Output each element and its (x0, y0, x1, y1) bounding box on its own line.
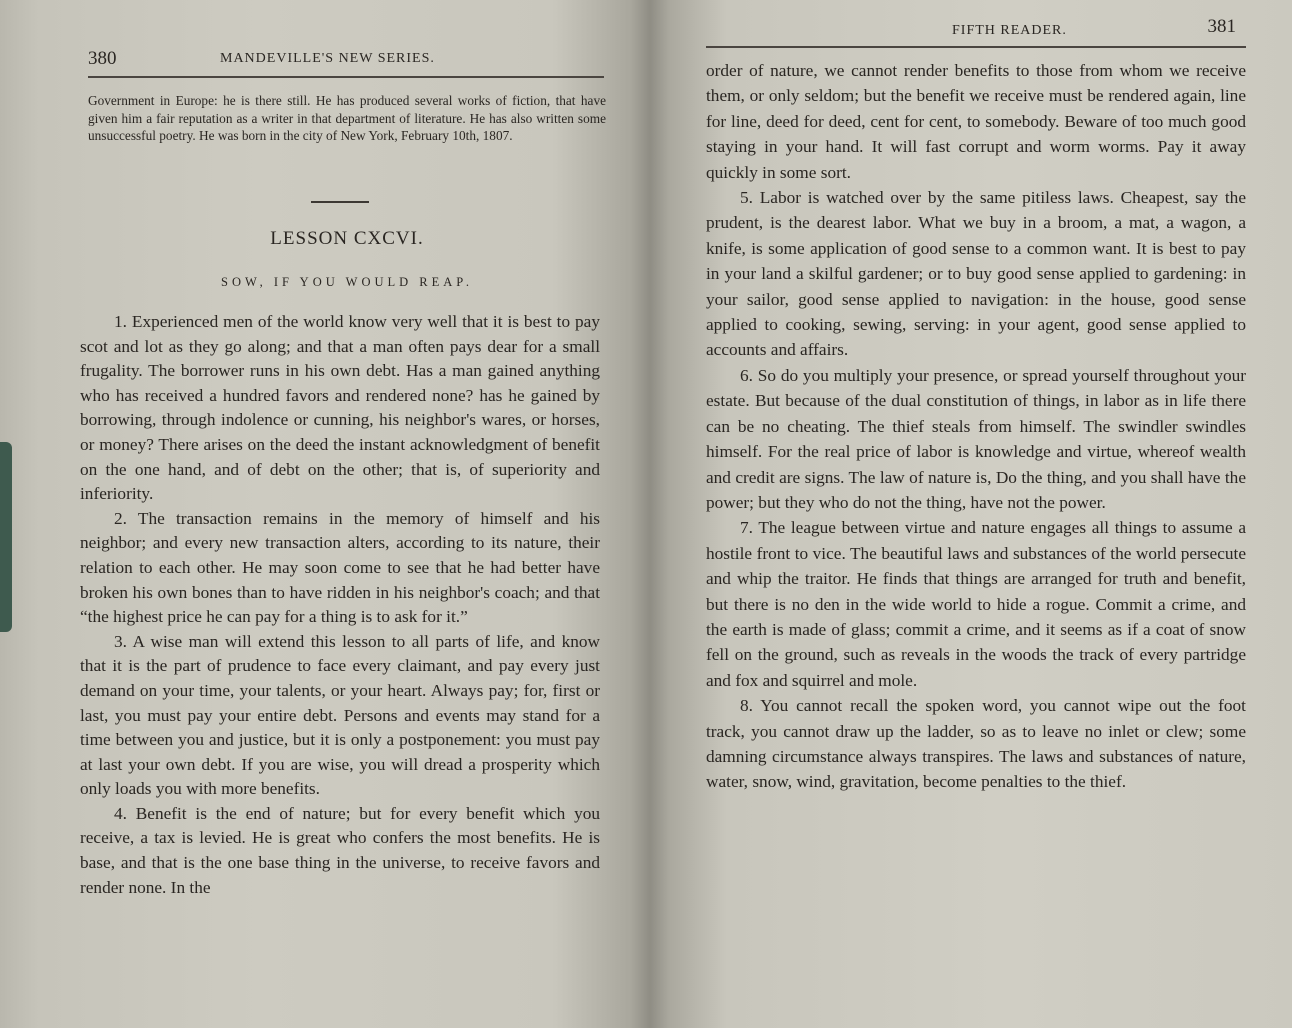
paragraph-1: 1. Experienced men of the world know very well that it is best to pay scot and lot as they go along; and that a man often pays dear for a small frugality. The borrower runs in his own debt. Has a man gained anything who has received a hundred favors and rendered none? has he gained by borrowing, through indolence or cunning, his neighbor's wares, or horses, or money? There arises on the deed the instant acknowledgment of benefit on the one hand, and of debt on the other; that is, of superiority and inferiority. (80, 312, 600, 504)
right-running-title: FIFTH READER. (952, 23, 1067, 38)
right-body-text (706, 58, 1246, 795)
paragraph-4-continuation: order of nature, we cannot render benefits to those from whom we receive them, or only seldom; but the benefit we receive must be rendered again, line for line, deed for deed, cent for cent, to somebody. Beware of too much good staying in your hand. It will fast corrupt and worm worms. Pay it away quickly in some sort. (706, 61, 1246, 182)
biographical-note: Government in Europe: he is there still. He has produced several works of fiction, that have given him a fair reputation as a writer in that department of literature. He has also written some unsuccessful poetry. He was born in the city of New York, February 10th, 1807. (88, 93, 606, 143)
right-page-number: 381 (1207, 16, 1236, 37)
paragraph-5: 5. Labor is watched over by the same pitiless laws. Cheapest, say the prudent, is the dearest labor. What we buy in a broom, a mat, a wagon, a knife, is some application of good sense to a common want. It is best to pay in your land a skilful gardener; or to buy good sense applied to gardening: in your sailor, good sense applied to navigation: in the house, good sense applied to cooking, sewing, serving: in your agent, good sense applied to accounts and affairs. (706, 188, 1246, 360)
paragraph-4: 4. Benefit is the end of nature; but for every benefit which you receive, a tax is levied. He is great who confers the most benefits. He is base, and that is the one base thing in the universe, to receive favors and render none. In the (80, 803, 600, 897)
left-running-head (88, 42, 604, 78)
paragraph-3: 3. A wise man will extend this lesson to all parts of life, and know that it is the part of prudence to face every claimant, and pay every just demand on your time, your talents, or your heart. Always pay; for, first or last, you must pay your entire debt. Persons and events may stand for a time between you and justice, but it is only a postponement: you must pay at last your own debt. If you are wise, you will dread a prosperity which only loads you with more benefits. (80, 631, 600, 799)
left-page-number: 380 (88, 48, 117, 69)
left-running-title: MANDEVILLE'S NEW SERIES. (220, 51, 435, 66)
paragraph-8: 8. You cannot recall the spoken word, you cannot wipe out the foot track, you cannot draw up the ladder, so as to leave no inlet or clew; some damning circumstance always transpires. The laws and substances of nature, water, snow, wind, gravitation, become penalties to the thief. (706, 696, 1246, 792)
right-page (650, 0, 1292, 1028)
left-body-text (80, 310, 600, 900)
right-running-head (706, 14, 1246, 48)
paragraph-2: 2. The transaction remains in the memory of himself and his neighbor; and every new transaction alters, according to its nature, their relation to each other. He may soon come to see that he had better have broken his own bones than to have ridden in his neighbor's coach; and that “the highest price he can pay for a thing is to ask for it.” (80, 508, 600, 627)
lesson-subtitle: SOW, IF YOU WOULD REAP. (221, 275, 473, 289)
page-edge-tab (0, 442, 12, 632)
paragraph-7: 7. The league between virtue and nature engages all things to assume a hostile front to vice. The beautiful laws and substances of the world persecute and whip the traitor. He finds that things are arranged for truth and benefit, but there is no den in the wide world to hide a rogue. Commit a crime, and the earth is made of glass; commit a crime, and it seems as if a coat of snow fell on the ground, such as reveals in the woods the track of every partridge and fox and squirrel and mole. (706, 518, 1246, 690)
paragraph-6: 6. So do you multiply your presence, or spread yourself throughout your estate. But because of the dual constitution of things, in labor as in life there can be no cheating. The thief steals from himself. The swindler swindles himself. For the real price of labor is knowledge and virtue, whereof wealth and credit are signs. The law of nature is, Do the thing, and you shall have the power; but they who do not the thing, have not the power. (706, 365, 1246, 512)
lesson-title: LESSON CXCVI. (270, 228, 424, 249)
section-divider (311, 201, 369, 203)
